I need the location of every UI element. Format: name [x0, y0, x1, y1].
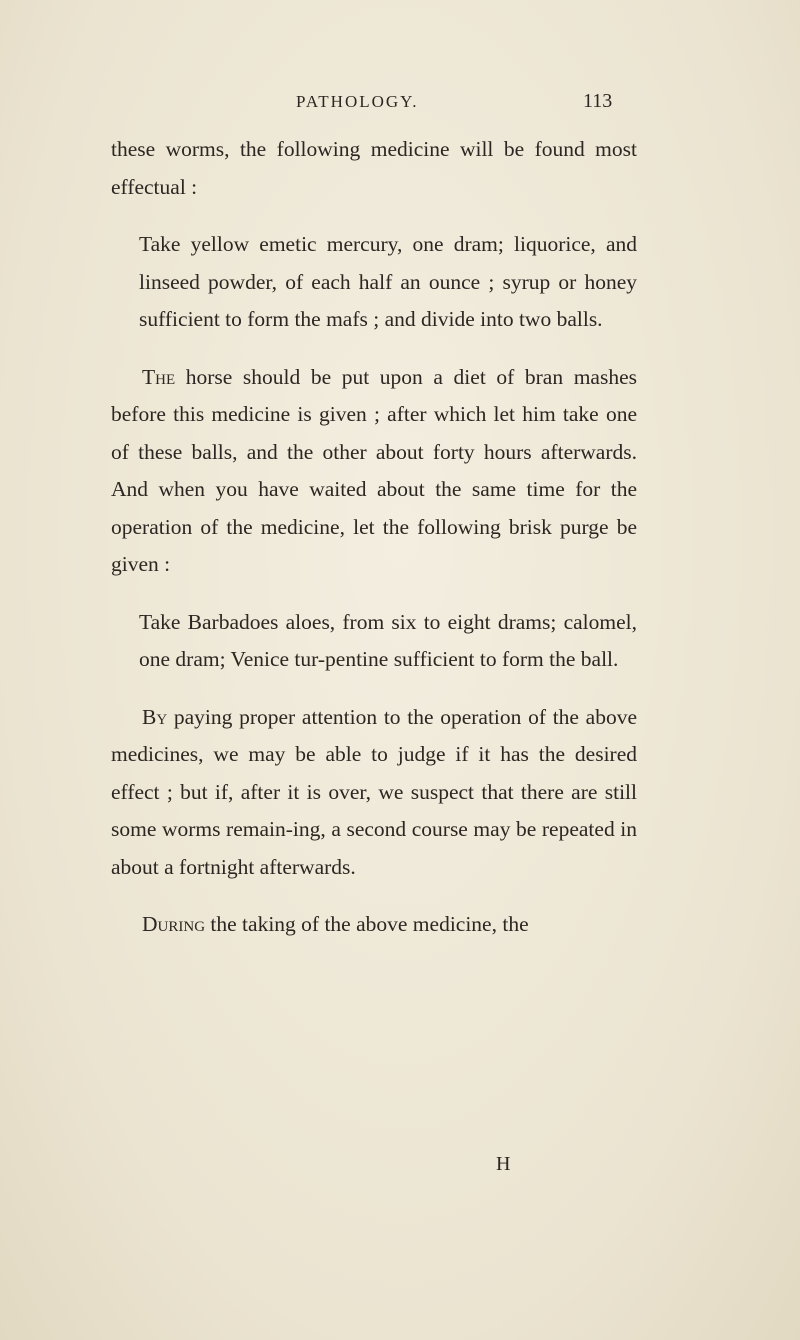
paragraph-lead: The: [142, 364, 176, 389]
page-number: 113: [583, 90, 613, 112]
paragraph-attention: [111, 699, 637, 887]
paragraph-text: horse should be put upon a diet of bran mashes before this medicine is given ; after which let him take one of these balls, and the other about forty hours afterwards. And when you have waited about the same time for the operation of the medicine, let the following brisk purge be given :: [111, 364, 637, 576]
paragraph-lead: By: [142, 704, 168, 729]
body-text: [111, 131, 637, 944]
paragraph-continuation: [111, 131, 637, 206]
paragraph-text: paying proper attention to the operation of the above medicines, we may be able to judge if it has the desired effect ; but if, after it is over, we suspect that there are still some worms remain-ing, a second course may be repeated in about a fortnight afterwards.: [111, 704, 637, 879]
paragraph-text: Take Barbadoes aloes, from six to eight drams; calomel, one dram; Venice tur-pentine sufficient to form the ball.: [139, 609, 637, 671]
paragraph-text: these worms, the following medicine will be found most effectual :: [111, 137, 637, 199]
recipe-mercury-balls: [139, 226, 637, 339]
recipe-purge-ball: [139, 604, 637, 679]
paragraph-diet: [111, 359, 637, 584]
paragraph-during: [111, 906, 637, 944]
paragraph-text: the taking of the above medicine, the: [205, 912, 529, 936]
running-head: PATHOLOGY.: [296, 92, 419, 111]
page-header: [0, 92, 800, 122]
paragraph-lead: During: [142, 912, 206, 936]
signature-mark: H: [496, 1153, 511, 1175]
paragraph-text: Take yellow emetic mercury, one dram; liquorice, and linseed powder, of each half an ounce ; syrup or honey sufficient to form the mafs ; and divide into two balls.: [139, 232, 637, 331]
